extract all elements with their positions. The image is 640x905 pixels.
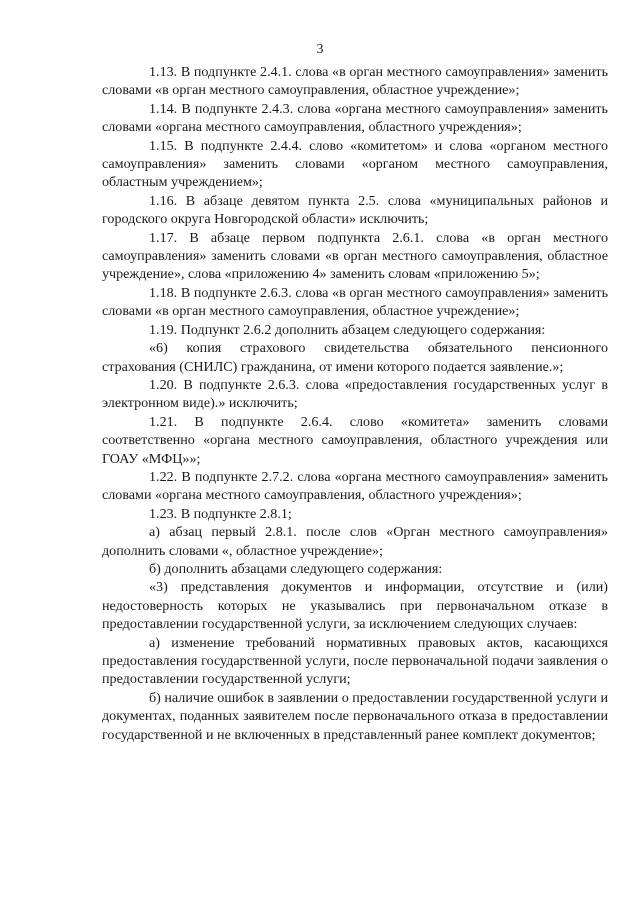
- paragraph-1-14: 1.14. В подпункте 2.4.3. слова «органа местного самоуправления» заменить словами «органа местного самоуправления, областного учреждения»;: [102, 100, 608, 136]
- paragraph-1-23: 1.23. В подпункте 2.8.1;: [149, 505, 292, 522]
- paragraph-1-23-a: а) абзац первый 2.8.1. после слов «Орган местного самоуправления» дополнить словами «, областное учреждение»;: [102, 524, 608, 559]
- paragraph-1-20: 1.20. В подпункте 2.6.3. слова «предоставления государственных услуг в электронном виде).» исключить;: [102, 376, 608, 412]
- page-number: 3: [316, 42, 324, 57]
- paragraph-1-19: 1.19. Подпункт 2.6.2 дополнить абзацем следующего содержания:: [149, 321, 546, 338]
- paragraph-1-18: 1.18. В подпункте 2.6.3. слова «в орган местного самоуправления» заменить словами «в орган местного самоуправления, областное учреждение»;: [102, 284, 608, 320]
- document-body: [102, 63, 608, 744]
- paragraph-1-13: 1.13. В подпункте 2.4.1. слова «в орган местного самоуправления» заменить словами «в орган местного самоуправления, областное учреждение»;: [102, 64, 608, 99]
- paragraph-1-16: 1.16. В абзаце девятом пункта 2.5. слова «муниципальных районов и городского округа Новгородской области» исключить;: [102, 192, 608, 228]
- paragraph-1-22: 1.22. В подпункте 2.7.2. слова «органа местного самоуправления» заменить словами «органа местного самоуправления, областного учреждения»;: [102, 468, 608, 504]
- paragraph-case-b: б) наличие ошибок в заявлении о предоставлении государственной услуги и документах, поданных заявителем после первоначального отказа в предоставлении государственной и не включенных в представленный ранее комплект документов;: [102, 689, 609, 743]
- paragraph-1-21: 1.21. В подпункте 2.6.4. слово «комитета» заменить словами соответственно «органа местного самоуправления, областного учреждения или ГОАУ «МФЦ»»;: [102, 413, 608, 467]
- paragraph-item-6: «6) копия страхового свидетельства обязательного пенсионного страхования (СНИЛС) гражданина, от имени которого подается заявление.»;: [102, 340, 608, 375]
- paragraph-1-17: 1.17. В абзаце первом подпункта 2.6.1. слова «в орган местного самоуправления» заменить словами «в орган местного самоуправления, областное учреждение», слова «приложению 4» заменить словам «приложению 5»;: [102, 229, 608, 283]
- paragraph-1-23-b: б) дополнить абзацами следующего содержания:: [149, 560, 443, 577]
- paragraph-case-a: а) изменение требований нормативных правовых актов, касающихся предоставления государственной услуги, после первоначальной подачи заявления о предоставлении государственной услуги;: [102, 634, 608, 688]
- paragraph-1-15: 1.15. В подпункте 2.4.4. слово «комитетом» и слова «органом местного самоуправления» заменить словами «органом местного самоуправления, областным учреждением»;: [102, 137, 608, 191]
- paragraph-item-3: «3) представления документов и информации, отсутствие и (или) недостоверность которых не указывались при первоначальном отказе в предоставлении государственной услуги, за исключением следующих случаев:: [102, 579, 608, 633]
